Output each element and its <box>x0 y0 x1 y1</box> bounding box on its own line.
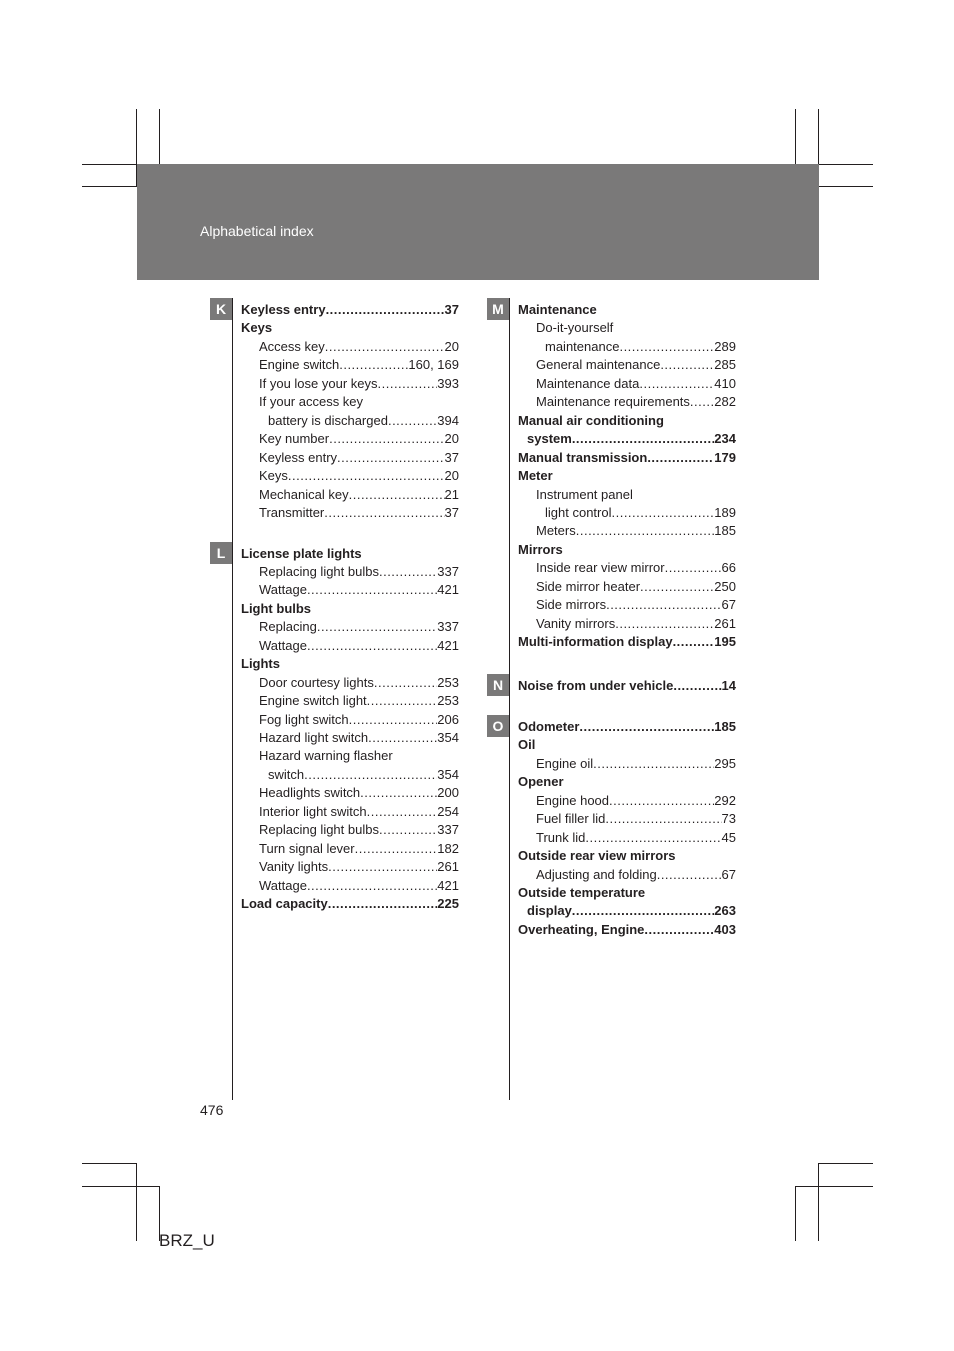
index-entry <box>241 600 459 618</box>
entry-label: Mirrors <box>518 541 563 557</box>
entry-page-ref[interactable]: 206 <box>437 711 459 727</box>
column-divider-left <box>232 298 233 1100</box>
index-entry <box>518 736 736 754</box>
entry-label: Trunk lid <box>536 829 586 845</box>
index-entry <box>241 766 459 784</box>
index-entry <box>518 866 736 884</box>
entry-page-ref[interactable]: 195 <box>714 634 736 650</box>
index-entry <box>241 618 459 636</box>
entry-page-ref[interactable]: 66 <box>721 560 736 576</box>
index-entry <box>518 718 736 736</box>
crop-mark <box>82 1163 137 1164</box>
entry-label: maintenance <box>545 338 620 354</box>
index-entry <box>241 545 459 563</box>
dot-leader <box>572 902 715 920</box>
index-entry <box>518 755 736 773</box>
index-entry <box>518 902 736 920</box>
entry-page-ref[interactable]: 179 <box>714 449 736 465</box>
entry-label: Maintenance <box>518 302 597 317</box>
entry-label: Instrument panel <box>536 486 633 502</box>
entry-label: Access key <box>259 338 325 354</box>
entry-label: Engine switch <box>259 357 340 373</box>
crop-mark <box>818 1163 873 1164</box>
page-title: Alphabetical index <box>200 223 314 239</box>
dot-leader <box>339 356 408 374</box>
entry-page-ref[interactable]: 403 <box>714 921 736 937</box>
crop-mark <box>159 109 160 164</box>
index-entry <box>518 810 736 828</box>
index-entry <box>518 677 736 695</box>
entry-label: Keys <box>241 320 273 336</box>
dot-leader <box>657 866 722 884</box>
dot-leader <box>304 766 437 784</box>
index-entry <box>518 430 736 448</box>
index-entry <box>518 773 736 791</box>
entry-page-ref[interactable]: 250 <box>714 578 736 594</box>
entry-label: Engine hood <box>536 792 610 808</box>
index-entry <box>241 356 459 374</box>
entry-label: Hazard light switch <box>259 730 369 746</box>
letter-tab-k: K <box>210 298 232 320</box>
entry-label: License plate lights <box>241 545 362 561</box>
entry-label: Lights <box>241 656 280 672</box>
index-entry <box>241 821 459 839</box>
index-entry <box>241 637 459 655</box>
entry-label: Mechanical key <box>259 486 349 502</box>
entry-page-ref[interactable]: 253 <box>437 693 459 709</box>
entry-label: Maintenance requirements <box>536 394 690 410</box>
entry-label: Vanity lights <box>259 859 329 875</box>
entry-label: Vanity mirrors <box>536 615 616 631</box>
entry-label: Overheating, Engine <box>518 921 645 937</box>
entry-label: Inside rear view mirror <box>536 560 665 576</box>
dot-leader <box>360 784 437 802</box>
index-entry <box>241 430 459 448</box>
index-entry <box>518 829 736 847</box>
index-entry <box>241 338 459 356</box>
dot-leader <box>325 338 445 356</box>
entry-label: Light bulbs <box>241 600 312 616</box>
entry-label: Adjusting and folding <box>536 866 657 882</box>
entry-label: Replacing <box>259 619 317 635</box>
dot-leader <box>355 840 438 858</box>
entry-page-ref[interactable]: 421 <box>437 637 459 653</box>
entry-page-ref[interactable]: 421 <box>437 582 459 598</box>
dot-leader <box>647 449 714 467</box>
dot-leader <box>349 711 438 729</box>
dot-leader <box>615 615 714 633</box>
entry-label: Load capacity <box>241 896 328 912</box>
index-entry <box>241 803 459 821</box>
dot-leader <box>378 375 438 393</box>
entry-label: Maintenance data <box>536 375 640 391</box>
dot-leader <box>374 674 437 692</box>
entry-label: Fuel filler lid <box>536 811 606 827</box>
index-entry <box>241 467 459 485</box>
index-entry <box>518 615 736 633</box>
index-entry <box>241 581 459 599</box>
entry-label: Manual transmission <box>518 449 648 465</box>
dot-leader <box>317 618 437 636</box>
entry-label: Odometer <box>518 718 580 734</box>
dot-leader <box>367 692 438 710</box>
entry-label: Keys <box>259 468 288 484</box>
entry-page-ref[interactable]: 337 <box>437 563 459 579</box>
entry-page-ref[interactable]: 67 <box>721 866 736 882</box>
entry-label: Do-it-yourself <box>536 320 614 336</box>
entry-label: Opener <box>518 774 564 790</box>
entry-label: Multi-information display <box>518 634 673 650</box>
entry-label: Oil <box>518 737 536 753</box>
dot-leader <box>660 356 714 374</box>
entry-page-ref[interactable]: 261 <box>437 859 459 875</box>
entry-page-ref[interactable]: 37 <box>444 504 459 520</box>
dot-leader <box>328 895 438 913</box>
entry-label: Engine oil <box>536 755 594 771</box>
entry-label: Turn signal lever <box>259 840 355 856</box>
index-entry <box>518 884 736 902</box>
entry-page-ref[interactable]: 285 <box>714 357 736 373</box>
entry-label: Manual air conditioning <box>518 412 664 428</box>
entry-label: Noise from under vehicle <box>518 678 674 694</box>
dot-leader <box>579 718 714 736</box>
dot-leader <box>609 792 714 810</box>
entry-page-ref[interactable]: 354 <box>437 730 459 746</box>
footer-code: BRZ_U <box>159 1231 215 1250</box>
crop-mark <box>795 109 796 164</box>
index-entry <box>241 412 459 430</box>
entry-label: display <box>527 903 572 919</box>
index-entry <box>241 655 459 673</box>
index-entry <box>518 522 736 540</box>
index-entry <box>518 301 736 319</box>
entry-page-ref[interactable]: 393 <box>437 375 459 391</box>
entry-label: Transmitter <box>259 504 325 520</box>
dot-leader <box>690 393 714 411</box>
entry-page-ref[interactable]: 263 <box>714 903 736 919</box>
entry-page-ref[interactable]: 160, 169 <box>408 357 459 373</box>
entry-page-ref[interactable]: 292 <box>714 792 736 808</box>
column-divider-right <box>509 298 510 1100</box>
crop-mark <box>795 1186 796 1241</box>
dot-leader <box>307 581 437 599</box>
index-entry <box>518 393 736 411</box>
dot-leader <box>379 563 437 581</box>
dot-leader <box>606 596 721 614</box>
entry-page-ref[interactable]: 261 <box>714 615 736 631</box>
letter-tab-o: O <box>487 715 509 737</box>
crop-mark <box>82 186 137 187</box>
index-entry <box>518 578 736 596</box>
crop-mark <box>818 1163 819 1241</box>
dot-leader <box>337 449 444 467</box>
crop-mark <box>82 1186 160 1187</box>
index-entry <box>241 711 459 729</box>
index-entry <box>518 338 736 356</box>
entry-label: battery is discharged <box>268 412 388 428</box>
entry-label: Door courtesy lights <box>259 674 374 690</box>
index-entry <box>241 563 459 581</box>
index-entry <box>241 301 459 319</box>
entry-label: Outside rear view mirrors <box>518 848 676 864</box>
entry-page-ref[interactable]: 289 <box>714 338 736 354</box>
letter-tab-l: L <box>210 542 232 564</box>
entry-page-ref[interactable]: 20 <box>444 338 459 354</box>
dot-leader <box>349 486 445 504</box>
dot-leader <box>640 578 714 596</box>
entry-page-ref[interactable]: 45 <box>721 829 736 845</box>
index-entry <box>241 319 459 337</box>
entry-label: light control <box>545 504 612 520</box>
index-entry <box>241 747 459 765</box>
dot-leader <box>328 858 437 876</box>
index-entry <box>518 467 736 485</box>
entry-label: Hazard warning flasher <box>259 748 393 764</box>
dot-leader <box>673 677 721 695</box>
dot-leader <box>288 467 445 485</box>
index-entry <box>518 504 736 522</box>
index-entry <box>518 596 736 614</box>
dot-leader <box>639 375 714 393</box>
entry-label: Fog light switch <box>259 711 349 727</box>
dot-leader <box>611 504 714 522</box>
index-entry <box>241 858 459 876</box>
entry-page-ref[interactable]: 295 <box>714 755 736 771</box>
entry-label: Replacing light bulbs <box>259 563 379 579</box>
index-entry <box>241 393 459 411</box>
entry-page-ref[interactable]: 354 <box>437 766 459 782</box>
index-entry <box>241 840 459 858</box>
entry-page-ref[interactable]: 185 <box>714 523 736 539</box>
index-entry <box>518 921 736 939</box>
index-entry <box>241 674 459 692</box>
entry-label: Wattage <box>259 877 307 893</box>
index-entry <box>241 375 459 393</box>
entry-page-ref[interactable]: 225 <box>437 896 459 912</box>
dot-leader <box>307 637 437 655</box>
letter-tab-m: M <box>487 298 509 320</box>
entry-page-ref[interactable]: 37 <box>444 449 459 465</box>
index-entry <box>241 504 459 522</box>
index-entry <box>518 319 736 337</box>
index-entry <box>241 486 459 504</box>
dot-leader <box>324 504 444 522</box>
entry-label: Wattage <box>259 637 307 653</box>
index-entry <box>241 784 459 802</box>
index-entry <box>518 559 736 577</box>
entry-label: Meter <box>518 468 553 484</box>
dot-leader <box>388 412 437 430</box>
dot-leader <box>572 430 714 448</box>
entry-label: Side mirror heater <box>536 578 641 594</box>
dot-leader <box>576 522 715 540</box>
entry-label: system <box>527 431 572 447</box>
entry-page-ref[interactable]: 253 <box>437 674 459 690</box>
entry-page-ref[interactable]: 337 <box>437 822 459 838</box>
entry-page-ref[interactable]: 20 <box>444 468 459 484</box>
dot-leader <box>329 430 444 448</box>
dot-leader <box>593 755 714 773</box>
crop-mark <box>795 1186 873 1187</box>
entry-page-ref[interactable]: 200 <box>437 785 459 801</box>
index-entry <box>518 375 736 393</box>
entry-page-ref[interactable]: 189 <box>714 504 736 520</box>
entry-page-ref[interactable]: 67 <box>721 597 736 613</box>
dot-leader <box>673 633 715 651</box>
index-entry <box>518 486 736 504</box>
entry-page-ref[interactable]: 14 <box>721 678 736 694</box>
dot-leader <box>307 877 437 895</box>
index-column-left <box>241 301 459 921</box>
entry-page-ref[interactable]: 394 <box>437 412 459 428</box>
entry-page-ref[interactable]: 337 <box>437 619 459 635</box>
crop-mark <box>136 1163 137 1241</box>
entry-label: Side mirrors <box>536 597 607 613</box>
entry-page-ref[interactable]: 410 <box>714 375 736 391</box>
index-entry <box>518 847 736 865</box>
dot-leader <box>379 821 437 839</box>
entry-label: Meters <box>536 523 576 539</box>
entry-page-ref[interactable]: 421 <box>437 877 459 893</box>
entry-label: Replacing light bulbs <box>259 822 379 838</box>
entry-page-ref[interactable]: 37 <box>444 302 459 317</box>
entry-page-ref[interactable]: 20 <box>444 431 459 447</box>
entry-label: If your access key <box>259 394 364 410</box>
entry-label: Key number <box>259 431 330 447</box>
page-number: 476 <box>200 1102 224 1118</box>
dot-leader <box>368 729 437 747</box>
entry-label: Engine switch light <box>259 693 367 709</box>
index-entry <box>241 895 459 913</box>
entry-label: Outside temperature <box>518 885 646 901</box>
dot-leader <box>644 921 714 939</box>
index-entry <box>241 692 459 710</box>
index-entry <box>241 449 459 467</box>
index-entry <box>518 541 736 559</box>
entry-label: Wattage <box>259 582 307 598</box>
index-entry <box>241 877 459 895</box>
index-entry <box>518 633 736 651</box>
entry-label: If you lose your keys <box>259 375 378 391</box>
entry-page-ref[interactable]: 282 <box>714 394 736 410</box>
index-column-right <box>518 301 736 941</box>
entry-label: General maintenance <box>536 357 661 373</box>
entry-page-ref[interactable]: 21 <box>444 486 459 502</box>
index-entry <box>518 792 736 810</box>
dot-leader <box>326 301 445 319</box>
entry-page-ref[interactable]: 182 <box>437 840 459 856</box>
entry-label: Interior light switch <box>259 803 367 819</box>
crop-mark <box>818 186 873 187</box>
index-entry <box>518 412 736 430</box>
dot-leader <box>665 559 722 577</box>
entry-label: Headlights switch <box>259 785 361 801</box>
entry-page-ref[interactable]: 185 <box>714 718 736 734</box>
dot-leader <box>605 810 721 828</box>
entry-page-ref[interactable]: 254 <box>437 803 459 819</box>
entry-label: Keyless entry <box>259 449 338 465</box>
entry-label: Keyless entry <box>241 302 326 317</box>
entry-page-ref[interactable]: 73 <box>721 811 736 827</box>
index-entry <box>518 356 736 374</box>
dot-leader <box>367 803 438 821</box>
entry-label: switch <box>268 766 305 782</box>
header-band <box>137 164 819 280</box>
index-entry <box>241 729 459 747</box>
entry-page-ref[interactable]: 234 <box>714 431 736 447</box>
index-entry <box>518 449 736 467</box>
letter-tab-n: N <box>487 674 509 696</box>
dot-leader <box>619 338 714 356</box>
dot-leader <box>585 829 721 847</box>
